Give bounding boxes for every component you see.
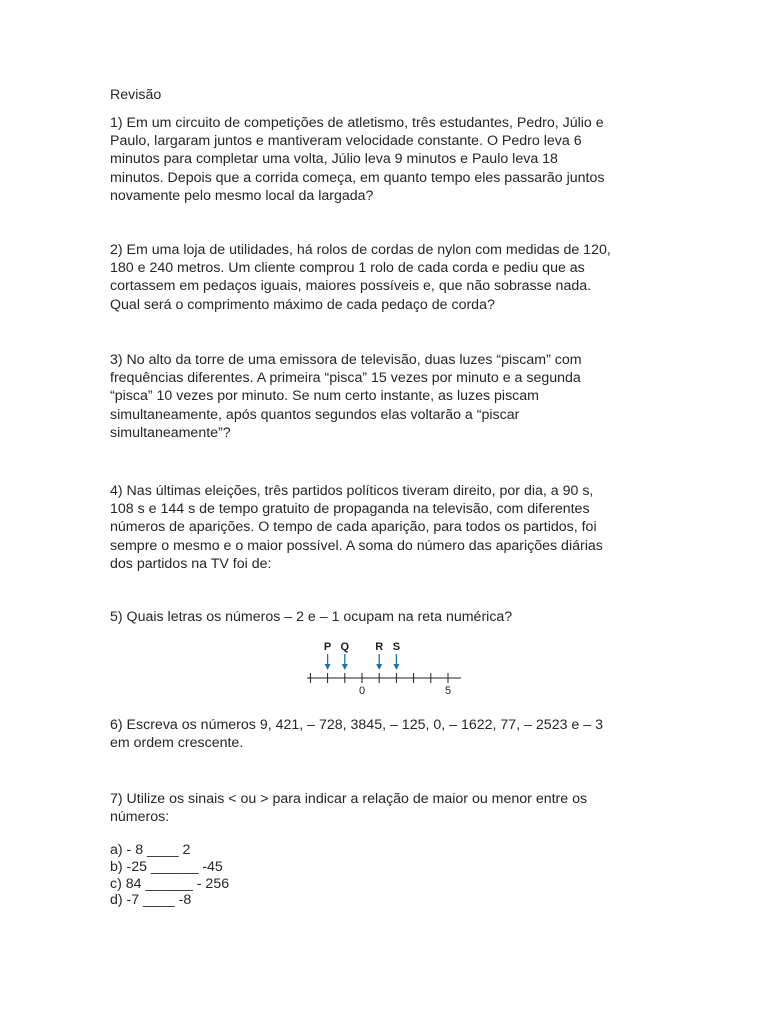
question-4 xyxy=(110,482,670,573)
point-label-r: R xyxy=(375,641,384,653)
question-6 xyxy=(110,716,670,752)
question-line: 180 e 240 metros. Um cliente comprou 1 rolo de cada corda e pediu que as xyxy=(110,260,585,277)
comparison-items xyxy=(110,842,229,909)
question-line: Paulo, largaram juntos e mantiveram velocidade constante. O Pedro leva 6 xyxy=(110,133,582,150)
question-7 xyxy=(110,790,670,826)
question-line: “pisca” 10 vezes por minuto. Se num certo instante, as luzes piscam xyxy=(110,388,539,405)
question-line: novamente pelo mesmo local da largada? xyxy=(110,187,374,204)
point-label-p: P xyxy=(323,641,332,653)
question-line: 1) Em um circuito de competições de atletismo, três estudantes, Pedro, Júlio e xyxy=(110,115,604,131)
question-line: 7) Utilize os sinais < ou > para indicar a relação de maior ou menor entre os xyxy=(110,791,588,807)
point-label-q: Q xyxy=(340,641,350,653)
point-label-s: S xyxy=(392,641,401,653)
question-line: minutos para completar uma volta, Júlio leva 9 minutos e Paulo leva 18 xyxy=(110,151,558,168)
question-3 xyxy=(110,351,670,442)
question-line: dos partidos na TV foi de: xyxy=(110,555,272,572)
arrow-head-icon xyxy=(376,664,382,670)
question-line: 4) Nas últimas eleições, três partidos políticos tiveram direito, por dia, a 90 s, xyxy=(110,483,594,499)
question-5 xyxy=(110,608,670,626)
question-line: em ordem crescente. xyxy=(110,735,244,752)
comparison-item-a: a) - 8 ____ 2 xyxy=(110,842,191,858)
question-line: 5) Quais letras os números – 2 e – 1 ocupam na reta numérica? xyxy=(110,609,513,625)
question-line: números: xyxy=(110,809,170,826)
comparison-item-c: c) 84 ______ - 256 xyxy=(110,875,230,892)
arrow-head-icon xyxy=(342,664,348,670)
question-line: cortassem em pedaços iguais, maiores possíveis e, que não sobrasse nada. xyxy=(110,278,592,295)
question-1 xyxy=(110,114,670,205)
question-line: 2) Em uma loja de utilidades, há rolos de cordas de nylon com medidas de 120, xyxy=(110,242,611,258)
question-line: sempre o mesmo e o maior possível. A soma do número das aparições diárias xyxy=(110,537,603,554)
tick-label-five: 5 xyxy=(444,685,452,697)
number-line-figure xyxy=(305,638,465,700)
arrow-head-icon xyxy=(393,664,399,670)
comparison-item-b: b) -25 ______ -45 xyxy=(110,858,223,875)
document-title: Revisão xyxy=(110,87,162,103)
tick-label-zero: 0 xyxy=(358,685,366,697)
question-2 xyxy=(110,241,670,314)
question-line: 6) Escreva os números 9, 421, – 728, 3845, – 125, 0, – 1622, 77, – 2523 e – 3 xyxy=(110,717,603,733)
question-line: Qual será o comprimento máximo de cada pedaço de corda? xyxy=(110,296,495,313)
question-line: simultaneamente, após quantos segundos elas voltarão a “piscar xyxy=(110,406,520,423)
question-line: minutos. Depois que a corrida começa, em quanto tempo eles passarão juntos xyxy=(110,169,605,186)
question-line: simultaneamente”? xyxy=(110,424,231,441)
question-line: frequências diferentes. A primeira “pisca” 15 vezes por minuto e a segunda xyxy=(110,370,581,387)
number-line-markers xyxy=(324,641,400,670)
question-line: 3) No alto da torre de uma emissora de televisão, duas luzes “piscam” com xyxy=(110,352,582,368)
comparison-item-d: d) -7 ____ -8 xyxy=(110,892,192,909)
question-line: números de aparições. O tempo de cada aparição, para todos os partidos, foi xyxy=(110,519,597,536)
question-line: 108 s e 144 s de tempo gratuito de propaganda na televisão, com diferentes xyxy=(110,501,590,518)
arrow-head-icon xyxy=(325,664,331,670)
